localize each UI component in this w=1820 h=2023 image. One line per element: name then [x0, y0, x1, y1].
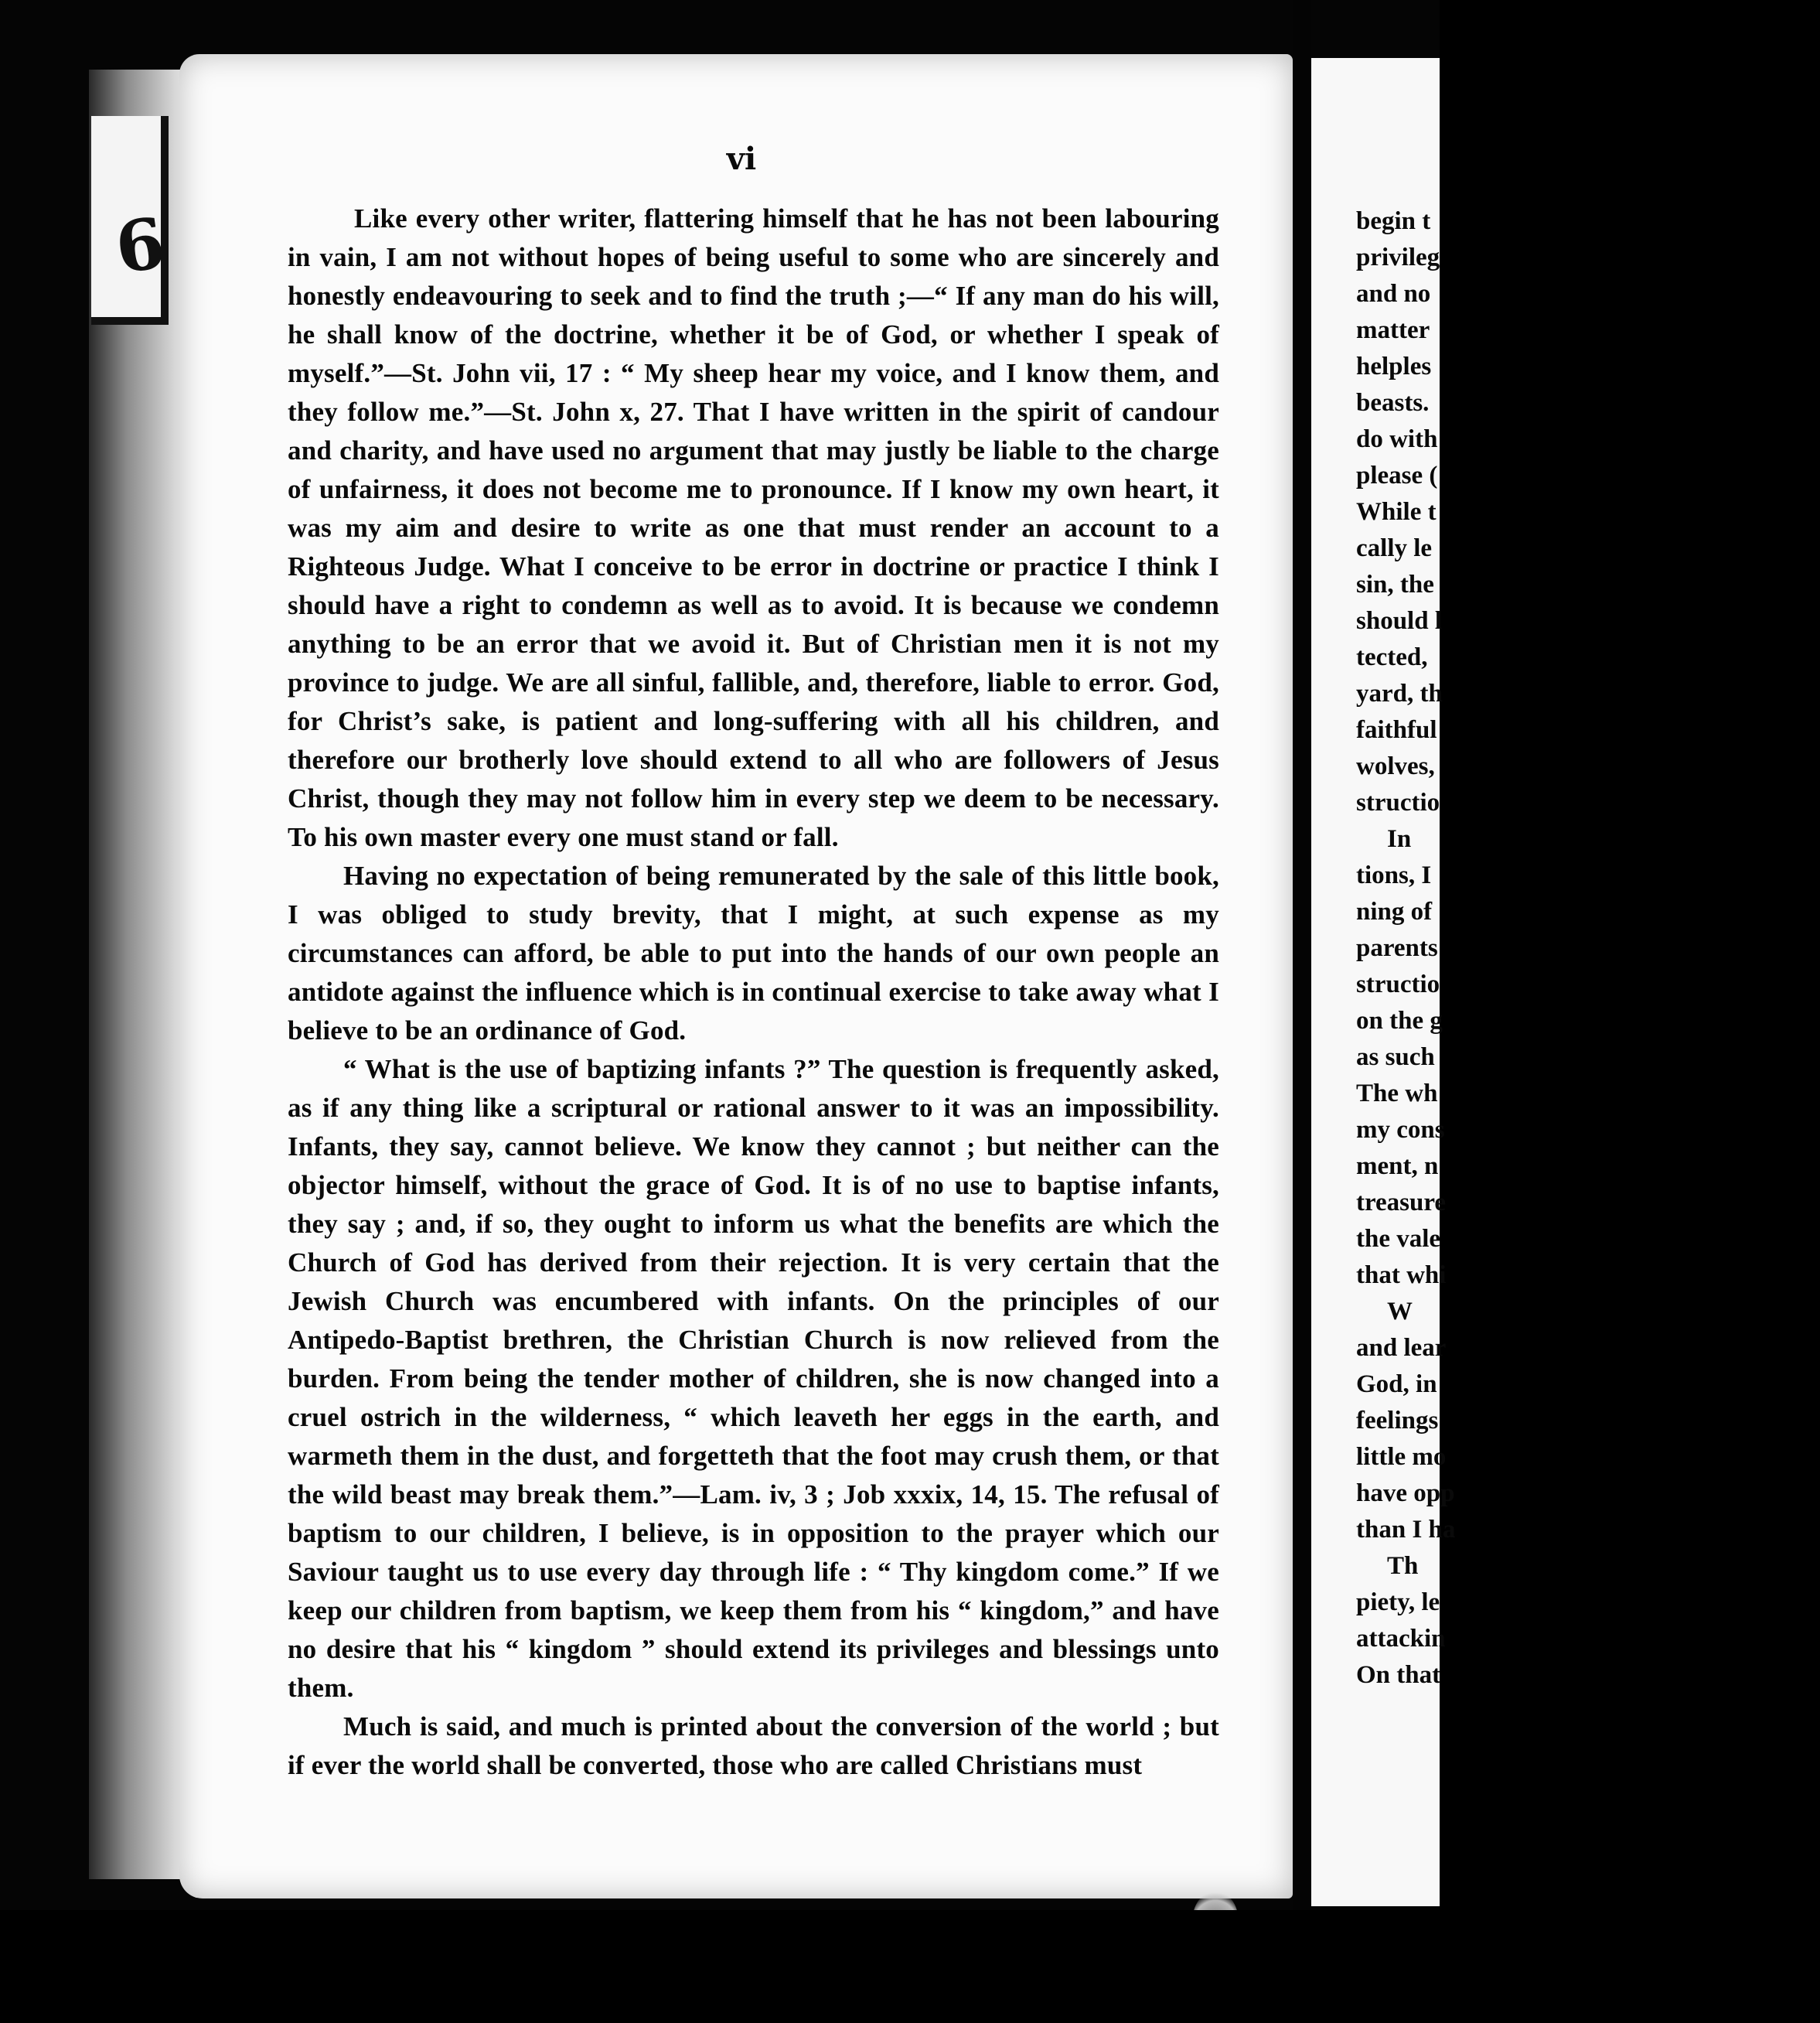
- facing-page-line: treasure: [1356, 1189, 1447, 1216]
- facing-page-line: W: [1387, 1298, 1413, 1325]
- facing-page-line: have opp: [1356, 1479, 1455, 1507]
- facing-page-line: and no: [1356, 280, 1431, 308]
- facing-page-line: In: [1387, 825, 1412, 853]
- scan-border: [0, 1910, 1440, 2023]
- facing-page-line: sin, the: [1356, 571, 1434, 599]
- facing-page-line: structio: [1356, 789, 1440, 817]
- facing-page-line: Th: [1387, 1552, 1419, 1580]
- facing-page-line: tected,: [1356, 643, 1428, 671]
- facing-page-line: cally le: [1356, 534, 1433, 562]
- facing-page-line: matter: [1356, 316, 1430, 344]
- facing-page-line: and lear: [1356, 1334, 1447, 1362]
- facing-page-line: helples: [1356, 353, 1432, 380]
- page-body: [288, 200, 1219, 1785]
- facing-page-line: feelings: [1356, 1407, 1439, 1435]
- facing-page-line: parents: [1356, 934, 1438, 962]
- facing-page-line: wolves,: [1356, 752, 1435, 780]
- facing-page-line: attackin: [1356, 1625, 1446, 1653]
- paragraph: Like every other writer, flattering himself that he has not been labouring in vain, I am not without hopes of being useful to some who are sincerely and honestly endeavouring to seek and to find the truth ;—“ If any man do his will, he shall know of the doctrine, whether it be of God, or whether I speak of myself.”—St. John vii, 17 : “ My sheep hear my voice, and I know them, and they follow me.”—St. John x, 27. That I have written in the spirit of candour and charity, and have used no argument that may justly be liable to the charge of unfairness, it does not become me to pronounce. If I know my own heart, it was my aim and desire to write as one that must render an account to a Righteous Judge. What I conceive to be error in doctrine or practice I think I should have a right to condemn as well as to avoid. It is because we condemn anything to be an error that we avoid it. But of Christian men it is not my province to judge. We are all sinful, fallible, and, therefore, liable to error. God, for Christ’s sake, is patient and long-suffering with all his children, and therefore our brotherly love should extend to all who are followers of Jesus Christ, though they may not follow him in every step we deem to be necessary. To his own master every one must stand or fall.: [288, 203, 1219, 852]
- facing-page-line: my cons: [1356, 1116, 1445, 1144]
- facing-page-line: should l: [1356, 607, 1442, 635]
- margin-mark: 6: [110, 202, 170, 290]
- facing-page-line: little mo: [1356, 1443, 1447, 1471]
- facing-page-line: privileg: [1356, 244, 1440, 271]
- facing-page-line: On that: [1356, 1661, 1441, 1689]
- facing-page-line: than I ha: [1356, 1516, 1456, 1544]
- facing-page-line: on the g: [1356, 1007, 1443, 1035]
- facing-page-line: beasts.: [1356, 389, 1430, 417]
- facing-page-line: yard, th: [1356, 680, 1443, 708]
- page-gutter: [1293, 0, 1311, 2023]
- facing-page-line: tions, I: [1356, 861, 1432, 889]
- facing-page-line: The wh: [1356, 1080, 1438, 1107]
- facing-page-line: that whi: [1356, 1261, 1447, 1289]
- facing-page-line: piety, le: [1356, 1588, 1440, 1616]
- facing-page-line: God, in: [1356, 1370, 1437, 1398]
- facing-page-line: structio: [1356, 971, 1440, 998]
- facing-page-line: faithful: [1356, 716, 1437, 744]
- facing-page-text: [1356, 203, 1820, 1694]
- facing-page-line: ning of: [1356, 898, 1433, 926]
- page-number: vi: [726, 141, 757, 177]
- facing-page-line: While t: [1356, 498, 1437, 526]
- facing-page: [1311, 58, 1456, 1906]
- paragraph: Much is said, and much is printed about the conversion of the world ; but if ever the world shall be converted, those who are called Christians must: [288, 1711, 1219, 1780]
- paragraph: “ What is the use of baptizing infants ?” The question is frequently asked, as if any thing like a scriptural or rational answer to it was an impossibility. Infants, they say, cannot believe. We know they cannot ; but neither can the objector himself, without the grace of God. It is of no use to baptise infants, they say ; and, if so, they ought to inform us what the benefits are which the Church of God has derived from their rejection. It is very certain that the Jewish Church was encumbered with infants. On the principles of our Antipedo-Baptist brethren, the Christian Church is now relieved from the burden. From being the tender mother of children, she is now changed into a cruel ostrich in the wilderness, “ which leaveth her eggs in the earth, and warmeth them in the dust, and forgetteth that the foot may crush them, or that the wild beast may break them.”—Lam. iv, 3 ; Job xxxix, 14, 15. The refusal of baptism to our children, I believe, is in opposition to the prayer which our Saviour taught us to use every day through life : “ Thy kingdom come.” If we keep our children from baptism, we keep them from his “ kingdom,” and have no desire that his “ kingdom ” should extend its privileges and blessings unto them.: [288, 1054, 1219, 1703]
- book-page: [179, 54, 1293, 1898]
- paragraph: Having no expectation of being remunerated by the sale of this little book, I was obliged to study brevity, that I might, at such expense as my circumstances can afford, be able to put into the hands of our own people an antidote against the influence which is in continual exercise to take away what I believe to be an ordinance of God.: [288, 861, 1219, 1046]
- facing-page-line: begin t: [1356, 207, 1431, 235]
- facing-page-line: do with: [1356, 425, 1438, 453]
- facing-page-line: as such: [1356, 1043, 1435, 1071]
- facing-page-line: the vale: [1356, 1225, 1441, 1253]
- facing-page-line: please (: [1356, 462, 1438, 490]
- facing-page-line: ment, n: [1356, 1152, 1439, 1180]
